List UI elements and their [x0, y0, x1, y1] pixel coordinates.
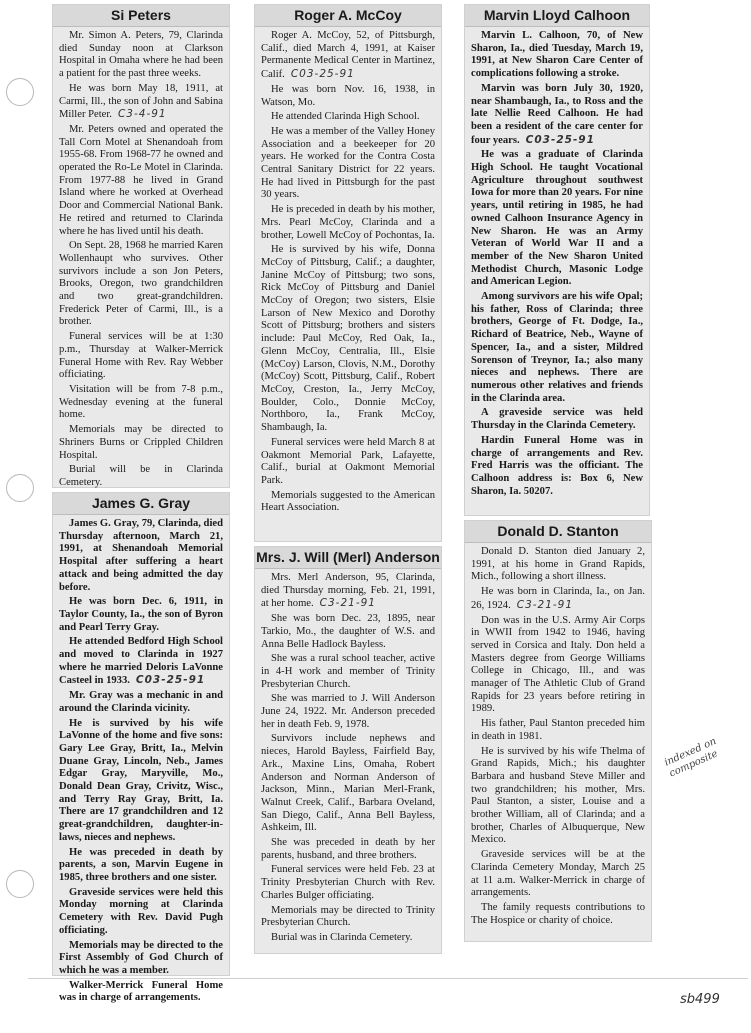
paragraph: She was born Dec. 23, 1895, near Tarkio, Mo., the daughter of W.S. and Anna Belle Hadlock Bayless. [261, 613, 435, 650]
obituary-donald-stanton [464, 520, 652, 942]
paragraph: Memorials may be directed to Shriners Burns or Crippled Children Hospital. [59, 424, 223, 461]
paragraph: On Sept. 28, 1968 he married Karen Wollenhaupt who survives. Other survivors include a son Jon Peters, Brooks, Oregon, two grandchildren and two great-grandchildren. Frederick Peter of Carmi, Ill., is a brother. [59, 240, 223, 328]
binder-hole-middle [6, 474, 34, 502]
paragraph: He was a member of the Valley Honey Association and a beekeeper for 20 years. He worked for the Contra Costa Central Sanitary District for 22 years. He had lived in Pittsburgh for the past 30 years. [261, 125, 435, 201]
paragraph: James G. Gray, 79, Clarinda, died Thursday afternoon, March 21, 1991, at Shenandoah Memorial Hospital after suffering a heart attack and being admitted the day before. [59, 518, 223, 593]
paragraph: Graveside services will be at the Clarinda Cemetery Monday, March 25 at 11 a.m. Walker-Merrick in charge of arrangements. [471, 849, 645, 899]
obituary-si-peters [52, 4, 230, 488]
paragraph: Marvin L. Calhoon, 70, of New Sharon, Ia., died Tuesday, March 19, 1991, at New Sharon Care Center of complications following a stroke. [471, 30, 643, 80]
paragraph: Mrs. Merl Anderson, 95, Clarinda, died Thursday morning, Feb. 21, 1991, at her home. C3-21-91 [261, 572, 435, 610]
paragraph: He is preceded in death by his mother, Mrs. Pearl McCoy, Clarinda and a brother, Lowell McCoy of Pochontas, Ia. [261, 204, 435, 241]
paragraph: Memorials suggested to the American Heart Association. [261, 489, 435, 514]
paragraph: The family requests contributions to The Hospice or charity of choice. [471, 901, 645, 926]
paragraph: Don was in the U.S. Army Air Corps in WWII from 1942 to 1946, having served in Corsica and Italy. Don held a Masters degree from George Williams College in Chicago, Ill., and was manager of The Athletic Club of Grand Rapids for 23 years before retiring in 1989. [471, 614, 645, 715]
binder-hole-bottom [6, 870, 34, 898]
paragraph: Among survivors are his wife Opal; his father, Ross of Clarinda; three brothers, George of Ft. Dodge, Ia., Richard of Beatrice, Neb., Wayne of Spencer, Ia., and a sister, Mildred Sorenson of Treynor, Ia.; also many nieces and nephews. There are numerous other relatives and friends in the Clarinda area. [471, 291, 643, 404]
obituary-james-gray [52, 492, 230, 1004]
paragraph: Funeral services will be at 1:30 p.m., Thursday at Walker-Merrick Funeral Home with Rev. Ray Webber officiating. [59, 331, 223, 381]
paragraph: He was preceded in death by parents, a son, Marvin Eugene in 1985, three brothers and one sister. [59, 846, 223, 883]
paragraph: Donald D. Stanton died January 2, 1991, at his home in Grand Rapids, Mich., following a short illness. [471, 546, 645, 583]
headline: Donald D. Stanton [465, 521, 651, 543]
paragraph: A graveside service was held Thursday in the Clarinda Cemetery. [471, 407, 643, 432]
paragraph: He attended Bedford High School and moved to Clarinda in 1927 where he married Deloris LaVonne Casteel in 1933. C03-25-91 [59, 636, 223, 687]
paragraph: Memorials may be directed to the First Assembly of God Church of which he was a member. [59, 939, 223, 976]
paragraph: He was born May 18, 1911, at Carmi, Ill., the son of John and Sabina Miller Peter. C3-4-91 [59, 82, 223, 121]
paragraph: He is survived by his wife Thelma of Grand Rapids, Mich.; his daughter Barbara and husband Steve Miller and two grandchildren; his mother, Mrs. Paul Stanton, a sister, Louise and a brother William, all of Clarinda; and a brother, Charles of Albuquerque, New Mexico. [471, 745, 645, 846]
paragraph: He was born in Clarinda, Ia., on Jan. 26, 1924. C3-21-91 [471, 586, 645, 611]
paragraph: She was preceded in death by her parents, husband, and three brothers. [261, 837, 435, 861]
paragraph: Burial will be in Clarinda Cemetery. [59, 464, 223, 488]
headline: Si Peters [53, 5, 229, 27]
paragraph: He was a graduate of Clarinda High School. He taught Vocational Agriculture throughout southwest Iowa for more than 20 years. For nine years, until retiring in 1985, he had owned Calhoon Insurance Agency in New Sharon. He was an Army Veteran of World War II and a member of the New Sharon United Methodist Church, Masonic Lodge and American Legion. [471, 149, 643, 288]
binder-hole-top [6, 78, 34, 106]
obituary-merl-anderson [254, 546, 442, 954]
paragraph: He attended Clarinda High School. [271, 111, 420, 123]
handwritten-date: C3-21-91 [516, 598, 574, 611]
page-edge-divider [28, 978, 748, 979]
handwritten-margin-note: indexed on composite [662, 735, 720, 780]
paragraph: Walker-Merrick Funeral Home was in charge of arrangements. [59, 979, 223, 1004]
paragraph: Marvin was born July 30, 1920, near Shambaugh, Ia., to Ross and the late Nellie Reed Calhoon. He had been a resident of the care center for four years. C03-25-91 [471, 82, 643, 146]
paragraph: She was a rural school teacher, active in 4-H work and member of Trinity Presbyterian Church. [261, 653, 435, 690]
paragraph: Mr. Gray was a mechanic in and around the Clarinda vicinity. [59, 690, 223, 714]
paragraph: He is survived by his wife LaVonne of the home and five sons: Gary Lee Gray, Britt, Ia., Melvin Duane Gray, Lincoln, Neb., James Edgar Gray, Maryville, Mo., Donald Dean Gray, Crivitz, Wisc., and Terry Ray Gray, Britt, Ia. There are 17 grandchildren and 12 great-grandchildren, daughter-in-laws, nieces and nephews. [59, 717, 223, 843]
handwritten-date: C03-25-91 [290, 68, 355, 81]
paragraph: Funeral services were held March 8 at Oakmont Memorial Park, Lafayette, Calif., burial at Oakmont Memorial Park. [261, 436, 435, 486]
paragraph: Hardin Funeral Home was in charge of arrangements and Rev. Fred Harris was the officiant. The Calhoon address is: Box 6, New Sharon, Ia. 50207. [471, 434, 643, 497]
paragraph: He was born Nov. 16, 1938, in Watson, Mo. [261, 83, 435, 108]
paragraph: Graveside services were held this Monday morning at Clarinda Cemetery with Rev. David Pugh officiating. [59, 886, 223, 936]
paragraph: Mr. Simon A. Peters, 79, Clarinda died Sunday noon at Clarkson Hospital in Omaha where he had been a patient for the past three weeks. [59, 30, 223, 80]
headline: Roger A. McCoy [255, 5, 441, 27]
paragraph: Burial was in Clarinda Cemetery. [271, 931, 413, 943]
paragraph: He was born Dec. 6, 1911, in Taylor County, Ia., the son of Byron and Pearl Terry Gray. [59, 596, 223, 633]
obituary-roger-mccoy [254, 4, 442, 542]
paragraph: His father, Paul Stanton preceded him in death in 1981. [471, 718, 645, 742]
page-number: sb499 [680, 992, 720, 1007]
handwritten-date: C3-21-91 [319, 597, 376, 610]
paragraph: Funeral services were held Feb. 23 at Trinity Presbyterian Church with Rev. Charles Bulger officiating. [261, 864, 435, 901]
paragraph: Memorials may be directed to Trinity Presbyterian Church. [261, 904, 435, 929]
paragraph: Survivors include nephews and nieces, Harold Bayless, Fairfield Bay, Ark., Maxine Lins, Omaha, Robert Anderson and Norman Anderson of Jackson, Minn., Marian Merl-Frank, Walnut Creek, Calif., Barbara Oveland, San Diego, Calif., Anna Bell Bayless, Ashkeim, Ill. [261, 733, 435, 834]
headline: Mrs. J. Will (Merl) Anderson [255, 547, 441, 569]
paragraph: She was married to J. Will Anderson June 24, 1922. Mr. Anderson preceded her in death Feb. 9, 1978. [261, 693, 435, 730]
obituary-marvin-calhoon [464, 4, 650, 516]
headline: Marvin Lloyd Calhoon [465, 5, 649, 27]
handwritten-date: C3-4-91 [117, 108, 167, 121]
handwritten-date: C03-25-91 [525, 133, 595, 146]
paragraph: Visitation will be from 7-8 p.m., Wednesday evening at the funeral home. [59, 383, 223, 421]
handwritten-date: C03-25-91 [135, 674, 206, 687]
paragraph: Mr. Peters owned and operated the Tall Corn Motel at Shenandoah from 1955-68. From 1968-77 he owned and operated the Ro-Le Motel in Clarinda. From 1977-88 he lived in Grand Island where he worked at Overhead Door and Commercial National Bank. He retired and returned to Clarinda where he has lived until his death. [59, 123, 223, 237]
paragraph: Roger A. McCoy, 52, of Pittsburgh, Calif., died March 4, 1991, at Kaiser Permanente Medical Center in Martinez, Calif. C03-25-91 [261, 30, 435, 81]
paragraph: He is survived by his wife, Donna McCoy of Pittsburg, Calif.; a daughter, Janine McCoy of Pittsburg; two sons, Rick McCoy of Pittsburg and Daniel McCoy of Oregon; two sisters, Elsie Larson of New Mexico and Dorothy Scott of Pittsburg; brothers and sisters include: Paul McCoy, Red Oak, Ia., Glenn McCoy, Centralia, Ill., Elsie (McCoy) Larson, Clovis, N.M., Dorothy (McCoy) Scott, Pittsburg, Calif., Robert McCoy, Creston, Ia., Jerry McCoy, Boulder, Colo., Donnie McCoy, Northboro, Ia., Frank McCoy, Shambaugh, Ia. [261, 244, 435, 434]
headline: James G. Gray [53, 493, 229, 515]
